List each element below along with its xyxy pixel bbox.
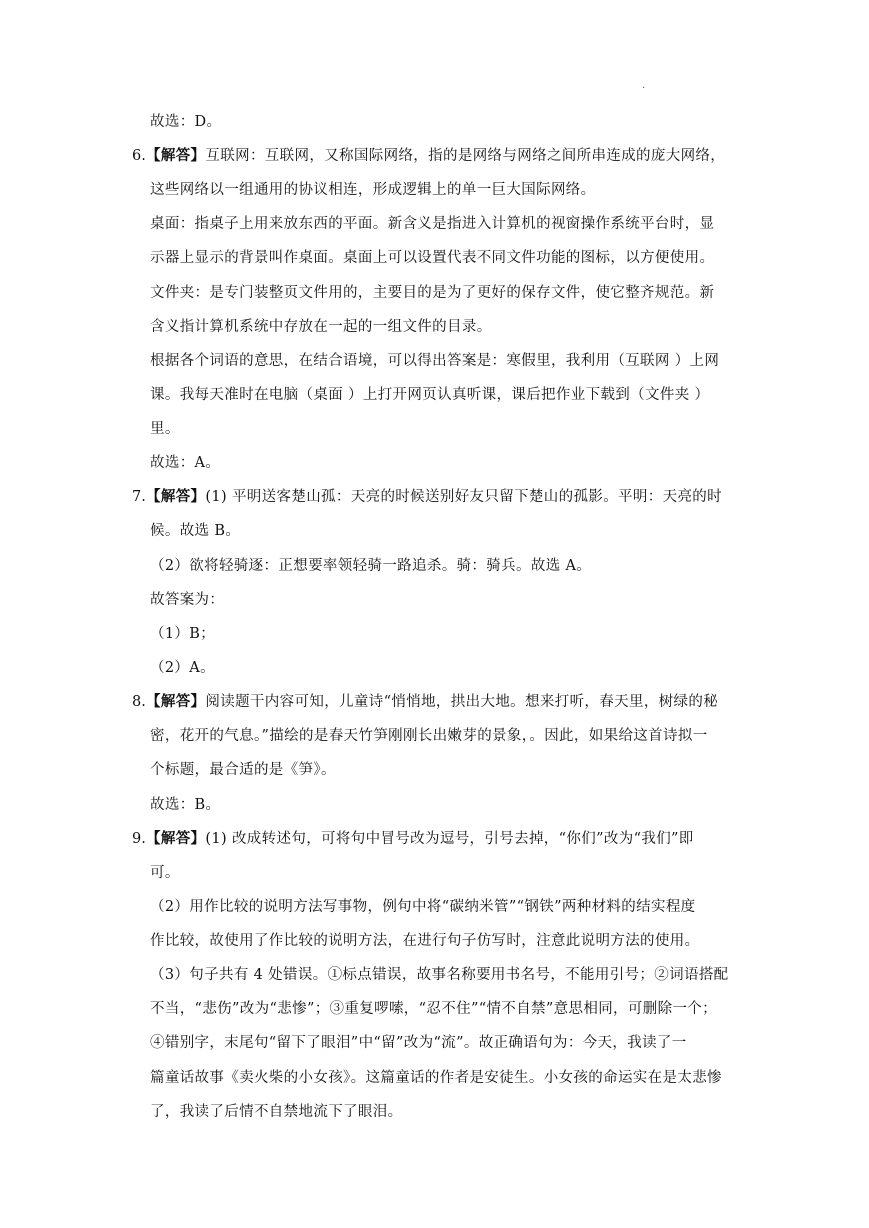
q8-line-3: 个标题，最合适的是《笋》。 (150, 762, 336, 778)
q9-line-2: 可。 (150, 865, 180, 881)
q8-answer: 故选：B。 (150, 797, 221, 813)
q8-line-2: 密，花开的气息。”描绘的是春天竹笋刚刚长出嫩芽的景象，。因此，如果给这首诗拟一 (150, 728, 708, 744)
q6-text: 互联网：互联网，又称国际网络，指的是网络与网络之间所串连成的庞大网络， (205, 148, 726, 164)
q6-line-2: 这些网络以一组通用的协议相连，形成逻辑上的单一巨大国际网络。 (150, 182, 596, 198)
q8-number: 8. (132, 694, 146, 710)
q6-line-6: 含义指计算机系统中存放在一起的一组文件的目录。 (150, 319, 492, 335)
q9-line-6: 不当，“悲伤”改为“悲惨”；③重复啰嗦，“忍不住”“情不自禁”意思相同，可删除一个； (150, 1001, 717, 1017)
q6-number: 6. (132, 148, 146, 164)
q9-line-7: ④错别字，末尾句“留下了眼泪”中“留”改为“流”。故正确语句为：今天，我读了一 (150, 1035, 687, 1051)
q6-line-1 (146, 146, 725, 166)
q6-tag: 【解答】 (146, 147, 206, 164)
q6-answer: 故选：A。 (150, 455, 221, 471)
q7-line-5: （1）B； (150, 626, 216, 642)
q5-answer: 故选：D。 (150, 114, 222, 130)
header-dot: . (642, 80, 646, 91)
q7-number: 7. (132, 489, 146, 505)
q6-line-7: 根据各个词语的意思，在结合语境，可以得出答案是：寒假里，我利用（互联网 ）上网 (150, 353, 720, 369)
q7-line-4: 故答案为： (150, 592, 225, 608)
q6-line-8: 课。我每天准时在电脑（桌面 ）上打开网页认真听课，课后把作业下载到（文件夹 ） (150, 387, 710, 403)
q9-text: (1) 改成转述句，可将句中冒号改为逗号，引号去掉，“你们”改为“我们”即 (205, 831, 694, 847)
q8-line-1 (146, 692, 718, 712)
q7-line-6: （2）A。 (150, 660, 215, 676)
q9-line-9: 了，我读了后情不自禁地流下了眼泪。 (150, 1104, 403, 1120)
q7-text: (1) 平明送客楚山孤：天亮的时候送别好友只留下楚山的孤影。平明：天亮的时 (205, 489, 723, 505)
q8-text: 阅读题干内容可知，儿童诗“悄悄地，拱出大地。想来打听，春天里，树绿的秘 (205, 694, 719, 710)
q7-line-3: （2）欲将轻骑逐：正想要率领轻骑一路追杀。骑：骑兵。故选 A。 (150, 558, 592, 574)
q6-line-3: 桌面：指桌子上用来放东西的平面。新含义是指进入计算机的视窗操作系统平台时，显 (150, 216, 715, 232)
q7-line-2: 候。故选 B。 (150, 523, 241, 539)
q8-tag: 【解答】 (146, 693, 206, 710)
q6-line-9: 里。 (150, 421, 180, 437)
q6-line-5: 文件夹：是专门装整页文件用的，主要目的是为了更好的保存文件，使它整齐规范。新 (150, 285, 715, 301)
q9-tag: 【解答】 (146, 830, 206, 847)
q6-line-4: 示器上显示的背景叫作桌面。桌面上可以设置代表不同文件功能的图标，以方便使用。 (150, 250, 715, 266)
q9-number: 9. (132, 831, 146, 847)
q9-line-5: （3）句子共有 4 处错误。①标点错误，故事名称要用书名号，不能用引号；②词语搭配 (150, 967, 729, 983)
q7-line-1 (146, 487, 722, 507)
q9-line-1 (146, 829, 694, 849)
q9-line-4: 作比较，故使用了作比较的说明方法，在进行句子仿写时，注意此说明方法的使用。 (150, 933, 700, 949)
q9-line-8: 篇童话故事《卖火柴的小女孩》。这篇童话的作者是安徒生。小女孩的命运实在是太悲惨 (150, 1070, 722, 1086)
q7-tag: 【解答】 (146, 488, 206, 505)
q9-line-3: （2）用作比较的说明方法写事物，例句中将“碳纳米管”“钢铁”两种材料的结实程度 (150, 899, 696, 915)
